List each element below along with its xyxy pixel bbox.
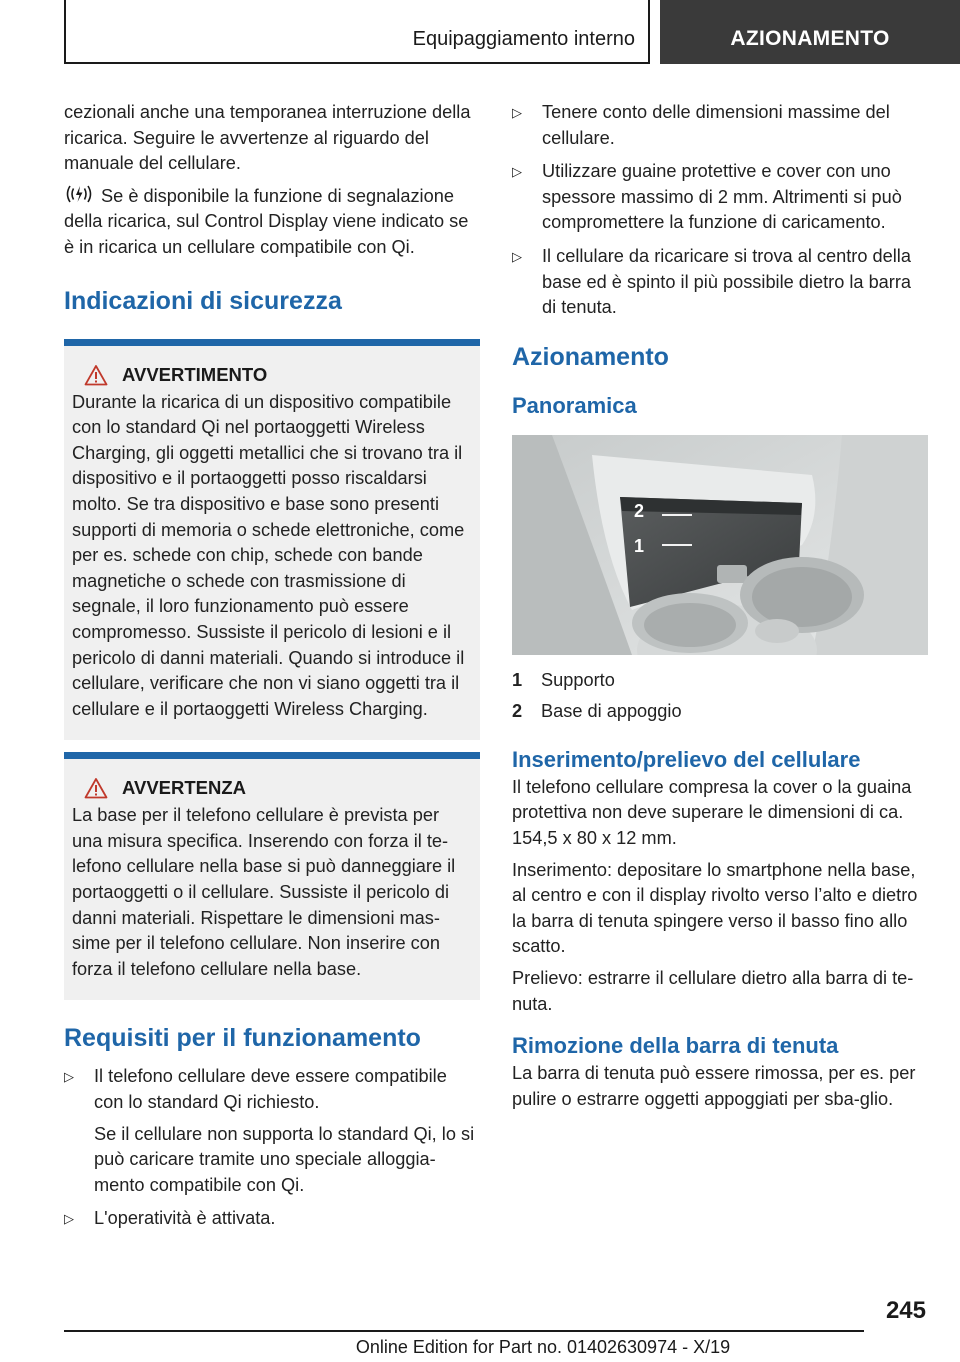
photo-label-2: 2 (634, 500, 645, 521)
warning-title: AVVERTIMENTO (122, 363, 268, 385)
intro-paragraph: cezionali anche una temporanea interruzione della ricarica. Seguire le avvertenze al riguardo del manuale del cellulare. (64, 102, 471, 174)
operation-heading: Azionamento (512, 342, 669, 371)
list-item: ▷ Utilizzare guaine protettive e cover con uno spessore massimo di 2 mm. Altrimenti si può compromettere la funzione di caricamento. (512, 161, 902, 233)
warning-triangle-icon (84, 777, 108, 799)
requirements-list (64, 1064, 480, 1232)
warning-text: La base per il telefono cellulare è prevista per una misura specifica. Inserendo con forza il te-lefono cellulare nella base si può danneggiare il portaoggetti o il cellulare. Sussiste il pericolo di danni materiali. Rispettare le dimensioni mas-sime per il telefono cellulare. Non inserire con forza il telefono cellulare nella base. (72, 805, 456, 979)
left-column (64, 100, 480, 1240)
qi-note-text: Se è disponibile la funzione di segnalazione della ricarica, sul Control Display viene indicato se è in ricarica un cellulare compatibile con Qi. (64, 185, 469, 257)
legend-item: 1 Supporto (512, 669, 615, 690)
insert-heading: Inserimento/prelievo del cellulare (512, 746, 861, 772)
header-bottom-rule (64, 62, 650, 64)
qi-note-paragraph (64, 183, 480, 261)
triangle-bullet-icon: ▷ (512, 164, 522, 180)
photo-legend (512, 665, 928, 727)
list-item: ▷ L'operatività è attivata. (64, 1206, 480, 1232)
warning-box-avvertimento (64, 339, 480, 741)
footer-rule (64, 1330, 864, 1332)
footer-edition: Online Edition for Part no. 01402630974 - X/19 (355, 1337, 731, 1357)
removal-heading: Rimozione della barra di tenuta (512, 1033, 839, 1059)
dimensions-list (512, 100, 928, 321)
requirements-heading: Requisiti per il funzionamento (64, 1024, 421, 1053)
header-left-rule (64, 0, 66, 64)
triangle-bullet-icon: ▷ (64, 1211, 74, 1227)
insert-paragraph: Inserimento: depositare lo smartphone nella base, al centro e con il display rivolto verso l’alto e dietro la barra di tenuta spingere verso il basso fino allo scatto. (512, 859, 918, 957)
charging-tray-photo (512, 435, 928, 655)
safety-heading: Indicazioni di sicurezza (64, 286, 342, 315)
insert-paragraph: Il telefono cellulare compresa la cover o la guaina protettiva non deve superare le dimensioni di ca. 154,5 x 80 x 12 mm. (512, 776, 912, 848)
page-number: 245 (885, 1297, 926, 1324)
legend-item: 2 Base di appoggio (512, 700, 682, 721)
removal-paragraph: La barra di tenuta può essere rimossa, per es. per pulire o estrarre oggetti appoggiati per sba-glio. (512, 1063, 916, 1109)
list-item: ▷ Il cellulare da ricaricare si trova al centro della base ed è spinto il più possibile dietro la barra di tenuta. (512, 245, 912, 318)
warning-text: Durante la ricarica di un dispositivo compatibile con lo standard Qi nel portaoggetti Wireless Charging, gli oggetti metallici che si trovano tra il dispositivo e il portaoggetti posso riscaldarsi molto. Se tra dispositivo e base sono presenti supporti di memoria o schede elettroniche, come per es. schede con chip, schede con bande magnetiche o schede con trasmissione di segnale, il loro funzionamento può essere compromesso. Sussiste il pericolo di lesioni e il pericolo di danni materiali. Quando si introduce il cellulare, verificare che non vi siano oggetti tra il cellulare e il portaoggetti Wireless Charging. (72, 391, 465, 719)
header-chapter-tab: AZIONAMENTO (660, 0, 960, 64)
insert-paragraph: Prelievo: estrarre il cellulare dietro alla barra di te-nuta. (512, 967, 914, 1014)
triangle-bullet-icon: ▷ (64, 1069, 74, 1085)
photo-label-1: 1 (634, 535, 645, 556)
list-item: ▷ Tenere conto delle dimensioni massime del cellulare. (512, 102, 890, 148)
triangle-bullet-icon: ▷ (512, 105, 522, 120)
overview-heading: Panoramica (512, 392, 637, 418)
warning-triangle-icon (84, 364, 108, 386)
header-divider (648, 0, 650, 64)
header-section-title: Equipaggiamento interno (412, 28, 635, 50)
right-column (512, 100, 928, 1118)
warning-box-avvertenza (64, 752, 480, 1000)
triangle-bullet-icon: ▷ (512, 248, 522, 264)
wireless-charging-icon (64, 183, 94, 205)
warning-title: AVVERTENZA (122, 777, 247, 799)
list-item: ▷ Il telefono cellulare deve essere compatibile con lo standard Qi richiesto. Se il cellulare non supporta lo standard Qi, lo si può caricare tramite uno speciale alloggia-mento compatibile con Qi. (64, 1066, 475, 1195)
